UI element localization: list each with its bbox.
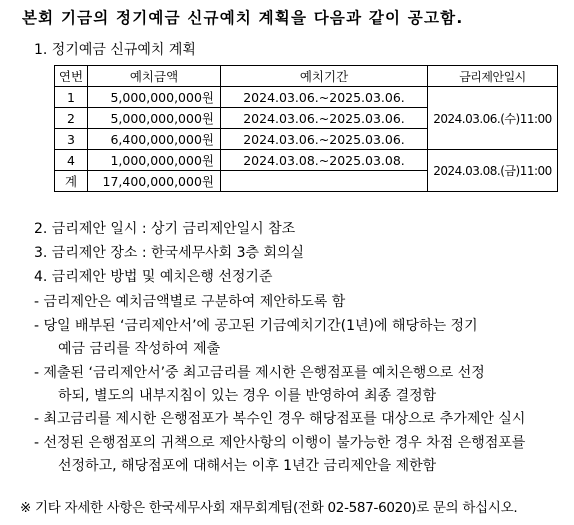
proposal-date-group-2: 2024.03.08.(금)11:00 — [428, 150, 558, 192]
item-proposal-method: 4. 금리제안 방법 및 예치은행 선정기준 — [34, 269, 273, 285]
total-amount: 17,400,000,000원 — [88, 171, 221, 192]
total-label: 계 — [55, 171, 88, 192]
row-amount: 1,000,000,000원 — [88, 150, 221, 171]
table-row — [55, 87, 558, 108]
header-serial: 연번 — [55, 66, 88, 87]
proposal-date-group-1: 2024.03.06.(수)11:00 — [428, 87, 558, 150]
section-1-title: 1. 정기예금 신규예치 계획 — [34, 42, 196, 58]
row-serial: 4 — [55, 150, 88, 171]
row-serial: 1 — [55, 87, 88, 108]
notice-heading: 본회 기금의 정기예금 신규예치 계획을 다음과 같이 공고함. — [22, 9, 464, 27]
row-period: 2024.03.06.~2025.03.06. — [221, 108, 428, 129]
total-period-empty — [221, 171, 428, 192]
header-proposal-date: 금리제안일시 — [428, 66, 558, 87]
header-period: 예치기간 — [221, 66, 428, 87]
item-proposal-place: 3. 금리제안 장소 : 한국세무사회 3층 회의실 — [34, 245, 305, 261]
bullet-continuation: 선정하고, 해당점포에 대해서는 이후 1년간 금리제안을 제한함 — [58, 458, 437, 474]
row-serial: 2 — [55, 108, 88, 129]
row-amount: 6,400,000,000원 — [88, 129, 221, 150]
table-header-row — [55, 66, 558, 87]
contact-note: ※ 기타 자세한 사항은 한국세무사회 재무회계팀(전화 02-587-6020)로 문의 하십시오. — [20, 500, 518, 516]
row-amount: 5,000,000,000원 — [88, 108, 221, 129]
table-row — [55, 150, 558, 171]
bullet-line: - 금리제안은 예치금액별로 구분하여 제안하도록 함 — [34, 294, 346, 310]
row-period: 2024.03.06.~2025.03.06. — [221, 87, 428, 108]
row-amount: 5,000,000,000원 — [88, 87, 221, 108]
row-period: 2024.03.06.~2025.03.06. — [221, 129, 428, 150]
row-period: 2024.03.08.~2025.03.08. — [221, 150, 428, 171]
header-amount: 예치금액 — [88, 66, 221, 87]
row-serial: 3 — [55, 129, 88, 150]
bullet-line: - 제출된 ‘금리제안서’중 최고금리를 제시한 은행점포를 예치은행으로 선정 — [34, 365, 485, 381]
bullet-line: - 최고금리를 제시한 은행점포가 복수인 경우 해당점포를 대상으로 추가제안 실시 — [34, 411, 526, 427]
bullet-line: - 당일 배부된 ‘금리제안서’에 공고된 기금예치기간(1년)에 해당하는 정기 — [34, 318, 478, 334]
bullet-line: - 선정된 은행점포의 귀책으로 제안사항의 이행이 불가능한 경우 차점 은행점포를 — [34, 435, 526, 451]
item-proposal-time: 2. 금리제안 일시 : 상기 금리제안일시 참조 — [34, 221, 296, 237]
bullet-continuation: 하되, 별도의 내부지침이 있는 경우 이를 반영하여 최종 결정함 — [58, 388, 437, 404]
bullet-continuation: 예금 금리를 작성하여 제출 — [58, 341, 221, 357]
deposit-plan-table — [54, 65, 558, 192]
